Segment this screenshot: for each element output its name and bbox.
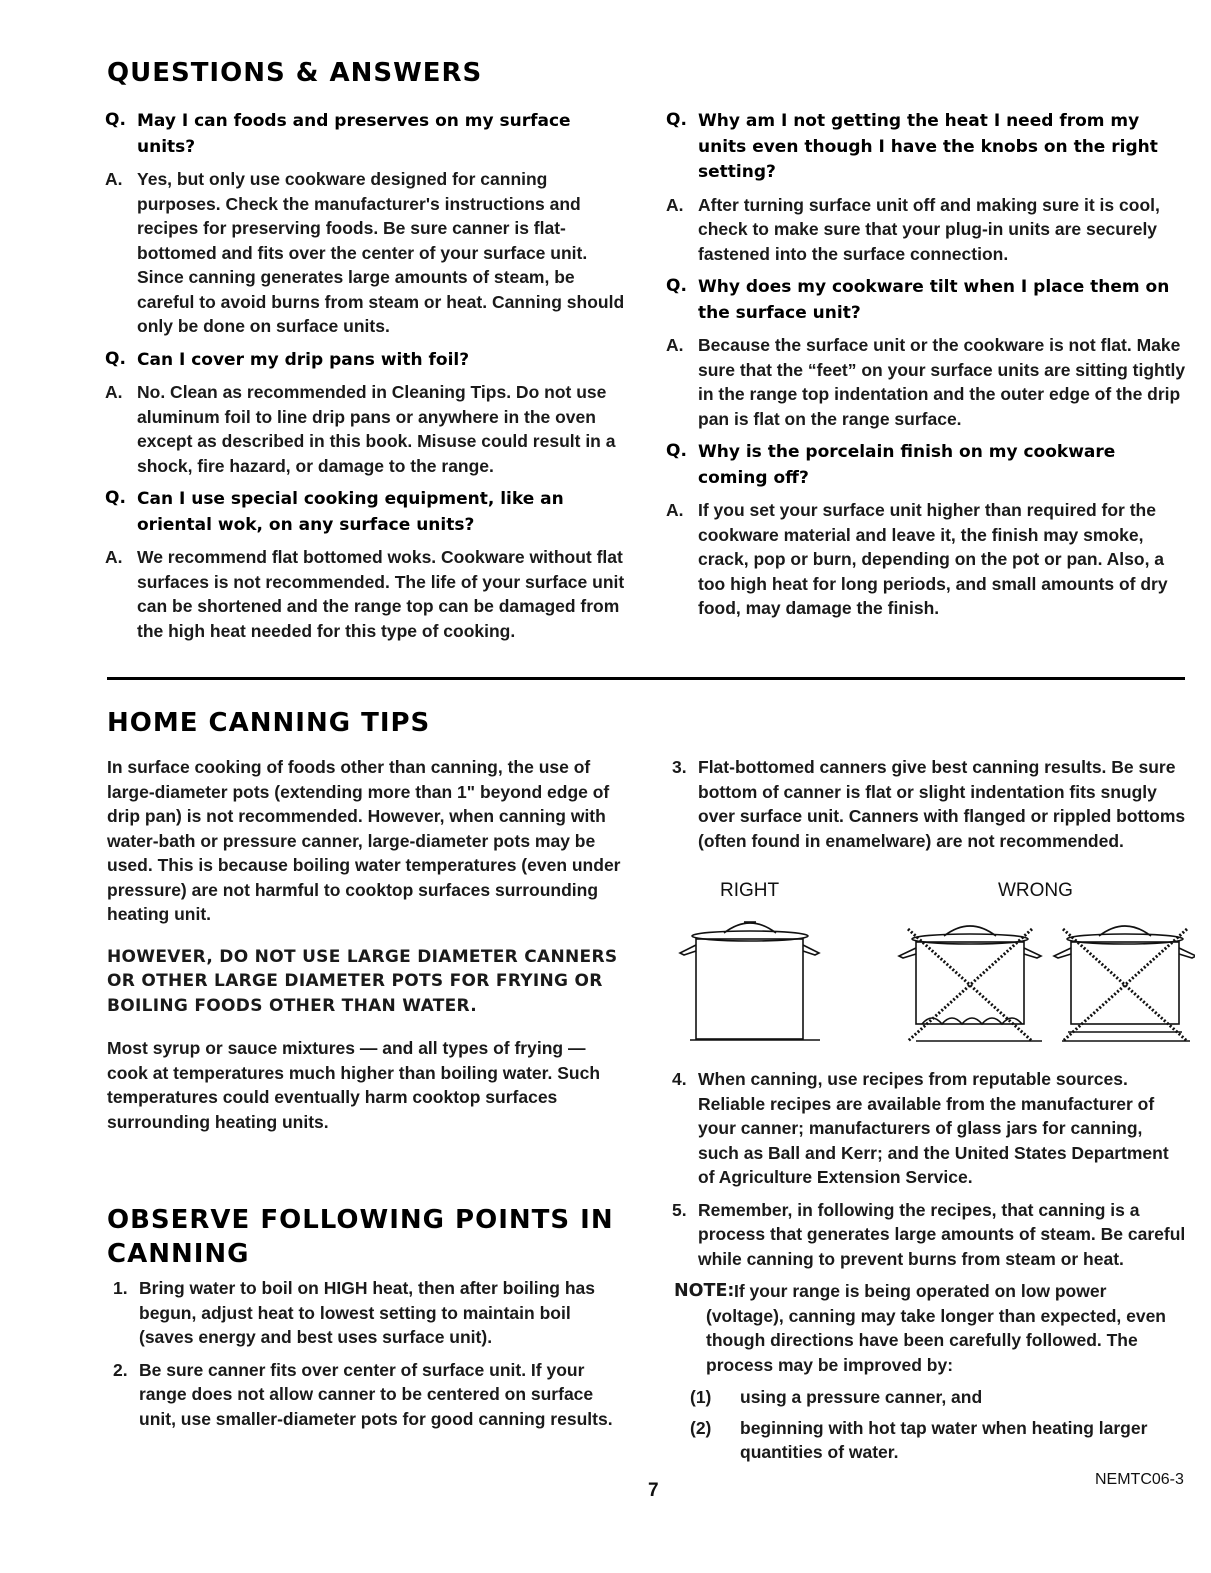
item-number: 4. (672, 1069, 687, 1089)
page-number: 7 (648, 1480, 659, 1501)
sub-number: (1) (690, 1387, 712, 1407)
item-number: 5. (672, 1199, 687, 1220)
list-item (666, 1067, 1188, 1190)
figure-wrong-label: WRONG (998, 880, 1073, 901)
item-text: Be sure canner fits over center of surface unit. If your range does not allow canner to be centered on surface unit, use smaller-diameter pots for good canning results. (139, 1359, 613, 1429)
qa-question (666, 439, 1186, 490)
qa-left-column (105, 108, 625, 651)
observe-list (107, 1276, 627, 1439)
a-label: A. (105, 547, 123, 567)
list-item (666, 1198, 1188, 1272)
item-number: 2. (113, 1359, 128, 1380)
canning-right-column-top (666, 755, 1188, 861)
list-item (666, 755, 1188, 853)
sub-text: using a pressure canner, and (740, 1387, 983, 1407)
question-text: Can I use special cooking equipment, like an oriental wok, on any surface units? (137, 489, 564, 535)
canning-right-column-bottom (666, 1067, 1188, 1465)
qa-question (666, 274, 1186, 325)
answer-text: No. Clean as recommended in Cleaning Tips. Do not use aluminum foil to line drip pans or anywhere in the oven except as described in this book. Misuse could result in a shock, fire hazard, or damage to the range. (137, 382, 616, 476)
observe-title-line1: OBSERVE FOLLOWING POINTS IN (107, 1205, 614, 1235)
a-label: A. (666, 500, 684, 520)
answer-text: Yes, but only use cookware designed for canning purposes. Check the manufacturer's instructions and recipes for preserving foods. Be sure canner is flat-bottomed and fits over the center of your surface unit. Since canning generates large amounts of steam, be careful to avoid burns from steam or heat. Canning should only be done on surface units. (137, 169, 625, 336)
note-text: If your range is being operated on low power (voltage), canning may take longer than expected, even though directions have been carefully followed. The process may be improved by: (706, 1281, 1166, 1375)
doc-code: NEMTC06-3 (1095, 1471, 1184, 1488)
qa-right-column (666, 108, 1186, 629)
q-label: Q. (666, 110, 687, 130)
wrong-canner-flanged-icon (899, 926, 1042, 1041)
item-text: Bring water to boil on HIGH heat, then after boiling has begun, adjust heat to lowest setting to maintain boil (saves energy and best uses surface unit). (139, 1278, 595, 1347)
list-item (107, 1276, 627, 1350)
item-text: When canning, use recipes from reputable sources. Reliable recipes are available from the manufacturer of your canner; manufacturers of glass jars for canning, such as Ball and Kerr; and the United States Department of Agriculture Extension Service. (698, 1069, 1169, 1187)
question-text: May I can foods and preserves on my surface units? (137, 111, 571, 157)
note-label: NOTE: (674, 1281, 735, 1301)
item-text: Remember, in following the recipes, that canning is a process that generates large amounts of steam. Be careful while canning to prevent burns from steam or heat. (698, 1199, 1186, 1269)
canner-illustration (670, 915, 1195, 1045)
section-divider (107, 677, 1185, 680)
qa-answer (666, 193, 1186, 267)
observe-title (107, 1203, 614, 1271)
list-item (107, 1358, 627, 1432)
canning-syrup-note: Most syrup or sauce mixtures — and all types of frying — cook at temperatures much higher than boiling water. Such temperatures could eventually harm cooktop surfaces surrounding heating units. (107, 1038, 601, 1132)
qa-question (105, 347, 625, 373)
sub-text: beginning with hot tap water when heating larger quantities of water. (740, 1417, 1148, 1462)
qa-answer (666, 498, 1186, 621)
question-text: Why does my cookware tilt when I place them on the surface unit? (698, 277, 1170, 323)
a-label: A. (666, 194, 684, 215)
item-number: 3. (672, 757, 687, 777)
q-label: Q. (105, 110, 126, 130)
a-label: A. (105, 382, 123, 402)
wrong-canner-rippled-icon (1054, 926, 1195, 1041)
item-number: 1. (113, 1278, 128, 1298)
question-text: Can I cover my drip pans with foil? (137, 349, 470, 370)
qa-question (105, 108, 625, 159)
right-canner-icon (680, 922, 820, 1040)
a-label: A. (666, 335, 684, 355)
qa-answer (666, 333, 1186, 431)
qa-title: QUESTIONS & ANSWERS (107, 58, 483, 88)
q-label: Q. (666, 276, 687, 296)
question-text: Why is the porcelain finish on my cookware coming off? (698, 442, 1116, 488)
answer-text: Because the surface unit or the cookware is not flat. Make sure that the “feet” on your surface units are sitting tightly in the range top indentation and the outer edge of the drip pan is flat on the range surface. (698, 335, 1186, 429)
qa-answer (105, 167, 625, 339)
canning-intro: In surface cooking of foods other than canning, the use of large-diameter pots (extending more than 1" beyond edge of drip pan) is not recommended. However, when canning with water-bath or pressure canner, large-diameter pots may be used. This is because boiling water temperatures (even under pressure) are not harmful to cooktop surfaces surrounding heating unit. (107, 757, 621, 924)
canning-left-column (107, 755, 625, 1134)
answer-text: If you set your surface unit higher than required for the cookware material and leave it, the finish may smoke, crack, pop or burn, depending on the pot or pan. Also, a too high heat for long periods, and small amounts of dry food, may damage the finish. (698, 500, 1168, 618)
q-label: Q. (105, 348, 126, 369)
observe-title-line2: CANNING (107, 1239, 250, 1269)
a-label: A. (105, 169, 123, 189)
qa-answer (105, 545, 625, 643)
answer-text: After turning surface unit off and making sure it is cool, check to make sure that your plug-in units are securely fastened into the surface connection. (698, 194, 1160, 264)
qa-answer (105, 380, 625, 478)
q-label: Q. (666, 441, 687, 461)
qa-question (105, 486, 625, 537)
canning-warning: HOWEVER, DO NOT USE LARGE DIAMETER CANNERS OR OTHER LARGE DIAMETER POTS FOR FRYING OR BOILING FOODS OTHER THAN WATER. (107, 946, 618, 1016)
qa-question (666, 108, 1186, 185)
note (666, 1279, 1188, 1377)
figure-right-label: RIGHT (720, 880, 780, 901)
question-text: Why am I not getting the heat I need from my units even though I have the knobs on the right setting? (698, 111, 1158, 182)
note-sub-item (690, 1416, 1188, 1465)
canning-title: HOME CANNING TIPS (107, 708, 431, 738)
item-text: Flat-bottomed canners give best canning results. Be sure bottom of canner is flat or slight indentation fits snugly over surface unit. Canners with flanged or rippled bottoms (often found in enamelware) are not recommended. (698, 757, 1186, 851)
q-label: Q. (105, 488, 126, 508)
answer-text: We recommend flat bottomed woks. Cookware without flat surfaces is not recommended. The life of your surface unit can be shortened and the range top can be damaged from the high heat needed for this type of cooking. (137, 547, 625, 641)
sub-number: (2) (690, 1417, 712, 1438)
note-sub-item (690, 1385, 1188, 1410)
